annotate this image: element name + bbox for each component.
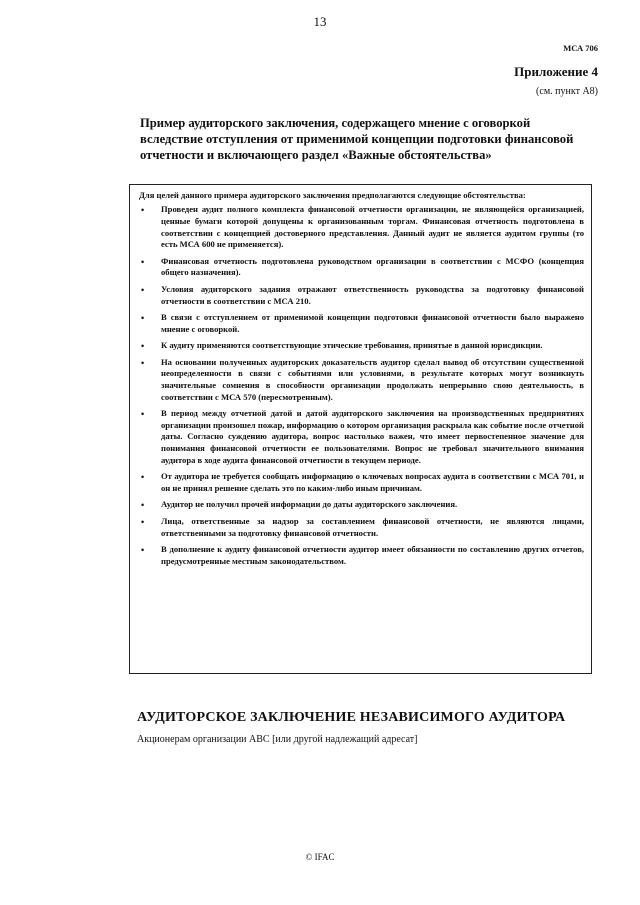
bullet-icon: • — [141, 284, 145, 295]
bullet-icon: • — [141, 517, 145, 527]
list-item-text: Аудитор не получил прочей информации до даты аудиторского заключения. — [161, 499, 458, 510]
list-item-text: В связи с отступлением от применимой концепции подготовки финансовой отчетности было выражено мнение с оговоркой. — [161, 312, 584, 334]
list-item — [139, 340, 584, 352]
list-item — [139, 499, 584, 511]
bullet-icon: • — [141, 500, 145, 511]
list-item — [139, 256, 584, 279]
document-code: МСА 706 — [563, 43, 598, 53]
document-title: Пример аудиторского заключения, содержащего мнение с оговоркой вследствие отступления от применимой концепции подготовки финансовой отчетности и включающего раздел «Важные обстоятельства» — [140, 116, 574, 162]
bullet-icon: • — [141, 409, 145, 420]
bullet-icon: • — [141, 341, 145, 352]
list-item-text: Проведен аудит полного комплекта финансовой отчетности организации, не являющейся организацией, ценные бумаги которой допущены к организованным торгам. Финансовая отчетность подготовлена в соответствии с концепцией достоверного представления. Данный аудит не является аудитом группы (то есть МСА 600 не применяется). — [161, 204, 584, 250]
circumstances-list — [139, 204, 584, 567]
list-item-text: В период между отчетной датой и датой аудиторского заключения на производственных предприятиях организации произошел пожар, информацию о котором организация раскрыла как событие после отчетной даты. Согласно суждению аудитора, вопрос настолько важен, что имеет первостепенное значение для понимания финансовой отчетности ее пользователями. Вопрос не требовал значительного внимания аудитора в ходе аудита финансовой отчетности в текущем периоде. — [161, 408, 584, 465]
report-addressee: Акционерам организации ABC [или другой надлежащий адресат] — [137, 734, 418, 745]
list-item-text: На основании полученных аудиторских доказательств аудитор сделал вывод об отсутствии существенной неопределенности в связи с событиями или условиями, в результате которых могут возникнуть значительные сомнения в способности организации продолжать непрерывно свою деятельность, в соответствии с МСА 570 (пересмотренным). — [161, 356, 584, 402]
page-number: 13 — [313, 14, 327, 29]
report-heading: АУДИТОРСКОЕ ЗАКЛЮЧЕНИЕ НЕЗАВИСИМОГО АУДИТОРА — [137, 710, 566, 725]
list-item-text: Финансовая отчетность подготовлена руководством организации в соответствии с МСФО (концепция общего назначения). — [161, 255, 584, 278]
box-intro: Для целей данного примера аудиторского заключения предполагаются следующие обстоятельства: — [139, 190, 526, 200]
list-item — [139, 312, 584, 335]
list-item — [139, 516, 584, 539]
bullet-icon: • — [141, 205, 145, 216]
list-item — [139, 544, 584, 567]
appendix-reference: (см. пункт А8) — [536, 86, 598, 97]
copyright-footer: © IFAC — [305, 852, 335, 862]
list-item-text: Условия аудиторского задания отражают ответственность руководства за подготовку финансовой отчетности в соответствии с МСА 210. — [161, 283, 584, 306]
list-item-text: К аудиту применяются соответствующие этические требования, принятые в данной юрисдикции. — [161, 340, 543, 351]
appendix-title: Приложение 4 — [514, 64, 598, 79]
bullet-icon: • — [141, 256, 145, 267]
bullet-icon: • — [141, 472, 145, 483]
circumstances-box — [129, 184, 592, 674]
list-item — [139, 284, 584, 307]
list-item — [139, 204, 584, 250]
list-item — [139, 408, 584, 466]
bullet-icon: • — [141, 313, 145, 324]
list-item-text: Лица, ответственные за надзор за составлением финансовой отчетности, не являются лицами, ответственными за подготовку финансовой отчетности. — [161, 516, 584, 538]
list-item-text: От аудитора не требуется сообщать информацию о ключевых вопросах аудита в соответствии с МСА 701, и он не принял решение сделать это по каким-либо иным причинам. — [161, 471, 584, 493]
bullet-icon: • — [141, 545, 145, 556]
list-item-text: В дополнение к аудиту финансовой отчетности аудитор имеет обязанности по составлению других отчетов, предусмотренные местным законодательством. — [161, 544, 584, 566]
bullet-icon: • — [141, 357, 145, 368]
list-item — [139, 471, 584, 494]
list-item — [139, 357, 584, 403]
